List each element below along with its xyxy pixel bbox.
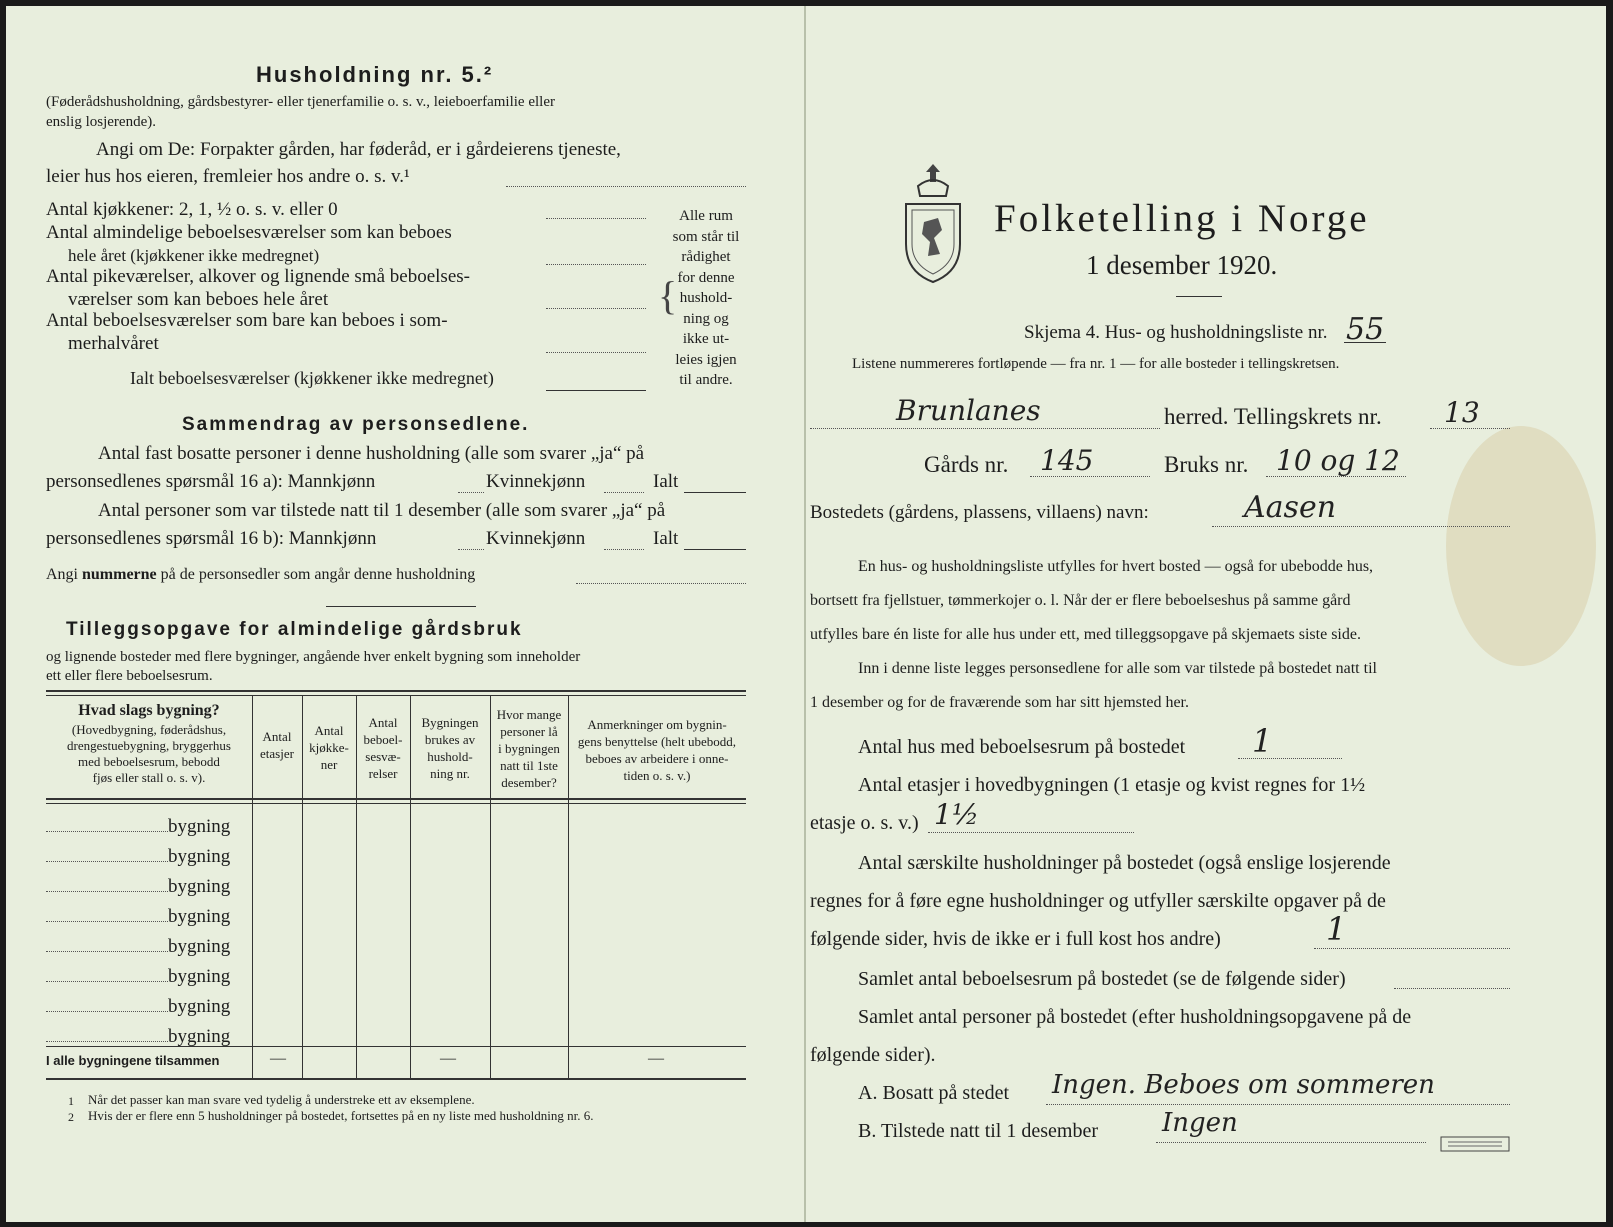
table-row: bygning (46, 902, 252, 932)
hush-line-3: følgende sider, hvis de ikke er i full kost hos andre) (810, 928, 1221, 950)
fast-ialt-answer (684, 492, 746, 493)
para1-line-1: En hus- og husholdningsliste utfylles for hvert bosted — også for ubebodde hus, (858, 558, 1374, 575)
table-row: bygning (46, 872, 252, 902)
samlet-rum-line (1394, 988, 1510, 989)
tilst-ialt-answer (684, 549, 746, 550)
para1-line-3: utfylles bare én liste for alle hus under ett, med tilleggsopgave på skjemaets siste side. (810, 626, 1361, 643)
etasjer-line-1: Antal etasjer i hovedbygningen (1 etasje og kvist regnes for 1½ (858, 774, 1366, 796)
tilst-kvinne-label: Kvinnekjønn (486, 528, 586, 549)
tillegg-title: Tilleggsopgave for almindelige gårdsbruk (66, 619, 523, 640)
ialt-rooms-label: Ialt beboelsesværelser (kjøkkener ikke medregnet) (130, 368, 494, 388)
sommer-answer (546, 352, 646, 353)
herred-value: Brunlanes (896, 394, 1041, 427)
form-title: Folketelling i Norge (994, 197, 1370, 240)
col-kjokkener: Antal kjøkke- ner (309, 723, 349, 772)
tilst-ialt-label: Ialt (653, 528, 679, 549)
hus-line (1238, 758, 1342, 759)
tilstede-line (1156, 1142, 1426, 1143)
hus-value: 1 (1252, 722, 1273, 760)
para2-line-2: 1 desember og for de fraværende som har sitt hjemsted her. (810, 694, 1189, 711)
bruks-nr-value: 10 og 12 (1276, 444, 1400, 477)
col-brukes: Bygningen brukes av hushold- ning nr. (421, 715, 479, 781)
brace-symbol: { (658, 273, 678, 318)
hush-value: 1 (1326, 910, 1347, 948)
angi-answer-line (506, 186, 746, 187)
krets-nr-line (1430, 428, 1510, 429)
bosted-line (1212, 526, 1510, 527)
household-subtitle-2: enslig losjerende). (46, 114, 156, 130)
tilstede-label: B. Tilstede natt til 1 desember (858, 1120, 1098, 1142)
table-row: bygning (46, 932, 252, 962)
kjokkener-label: Antal kjøkkener: 2, 1, ½ o. s. v. eller 0 (46, 199, 338, 220)
para2-line-1: Inn i denne liste legges personsedlene for alle som var tilstede på bostedet natt til (858, 660, 1377, 677)
form-date: 1 desember 1920. (1086, 250, 1278, 280)
brace-note: Alle rum som står til rådighet for denne hushold- ning og ikke ut- leies igjen til andre. (672, 208, 740, 388)
tilst-mann-answer (458, 549, 484, 550)
left-page (6, 6, 806, 1222)
etasjer-value: 1½ (934, 798, 979, 831)
kjokkener-answer (546, 218, 646, 219)
skjema-nr-line (1344, 342, 1386, 343)
tilst-kvinne-answer (604, 549, 644, 550)
col-vaerelser: Antal beboel- sesvæ- relser (363, 715, 403, 781)
right-page (806, 6, 1606, 1222)
bosatt-label: A. Bosatt på stedet (858, 1082, 1010, 1104)
hus-label: Antal hus med beboelsesrum på bostedet (858, 736, 1186, 758)
section-divider (326, 606, 476, 607)
hush-line-1: Antal særskilte husholdninger på bostedet (også enslige losjerende (858, 852, 1391, 874)
samlet-rum-label: Samlet antal beboelsesrum på bostedet (se de følgende sider) (858, 968, 1346, 990)
col-hvad-title: Hvad slags bygning? (78, 702, 220, 719)
gards-label: Gårds nr. (924, 452, 1009, 477)
bruks-nr-line (1266, 476, 1406, 477)
household-title: Husholdning nr. 5.² (256, 62, 494, 87)
sommer-label-1: Antal beboelsesværelser som bare kan beboes i som- (46, 310, 448, 331)
bruks-label: Bruks nr. (1164, 452, 1249, 477)
col-etasjer: Antal etasjer (260, 729, 294, 761)
col-anmerkninger: Anmerkninger om bygnin- gens benyttelse (helt ubebodd, beboes av arbeidere i onne- tiden o. s. v.) (577, 717, 737, 783)
gards-nr-value: 145 (1040, 444, 1094, 477)
title-divider (1176, 296, 1222, 297)
tillegg-intro-1: og lignende bosteder med flere bygninger, angående hver enkelt bygning som inneholder (46, 649, 581, 665)
krets-nr-value: 13 (1444, 396, 1480, 429)
herred-label: herred. Tellingskrets nr. (1164, 404, 1382, 429)
total-row-label: I alle bygningene tilsammen (46, 1053, 220, 1068)
fast-ialt-label: Ialt (653, 471, 679, 492)
footnote-1: Når det passer kan man svare ved tydelig å understreke ett av eksemplene. (88, 1092, 475, 1107)
building-rows (46, 812, 252, 1052)
water-stain (1446, 426, 1596, 666)
tilstede-value: Ingen (1162, 1108, 1238, 1138)
tilst-line-1: Antal personer som var tilstede natt til 1 desember (alle som svarer „ja“ på (98, 500, 666, 521)
bosted-value: Aasen (1244, 490, 1337, 525)
alm-label-1: Antal almindelige beboelsesværelser som kan beboes (46, 222, 452, 243)
samlet-pers-line-1: Samlet antal personer på bostedet (efter husholdningsopgavene på de (858, 1006, 1412, 1028)
bosatt-line (1046, 1104, 1510, 1105)
fast-line-1: Antal fast bosatte personer i denne husholdning (alle som svarer „ja“ på (98, 443, 645, 464)
fast-line-2: personsedlenes spørsmål 16 a): Mannkjønn (46, 471, 376, 492)
total-dash-anm: — (648, 1050, 664, 1067)
skjema-label: Skjema 4. Hus- og husholdningsliste nr. (1024, 322, 1328, 343)
para1-line-2: bortsett fra fjellstuer, tømmerkojer o. l. Når der er flere beboelseshus på samme gård (810, 592, 1351, 609)
table-row: bygning (46, 992, 252, 1022)
etasjer-line-2: etasje o. s. v.) (810, 812, 919, 834)
coat-of-arms-icon (898, 164, 968, 286)
fast-kvinne-label: Kvinnekjønn (486, 471, 586, 492)
samlet-pers-line-2: følgende sider). (810, 1044, 936, 1066)
pike-label-2: værelser som kan beboes hele året (68, 289, 329, 310)
table-header-rule-2 (46, 803, 746, 804)
table-top-rule-2 (46, 695, 746, 696)
alm-label-2: hele året (kjøkkener ikke medregnet) (68, 246, 320, 265)
footnote-2-marker: 2 (68, 1110, 74, 1124)
table-top-rule (46, 690, 746, 692)
hush-answer-line (1314, 948, 1510, 949)
fast-kvinne-answer (604, 492, 644, 493)
bosted-label: Bostedets (gårdens, plassens, villaens) navn: (810, 502, 1149, 523)
footnote-2: Hvis der er flere enn 5 husholdninger på bostedet, fortsettes på en ny liste med husholdning nr. 6. (88, 1108, 594, 1123)
table-row: bygning (46, 1022, 252, 1052)
tilst-line-2: personsedlenes spørsmål 16 b): Mannkjønn (46, 528, 377, 549)
bosatt-value: Ingen. Beboes om sommeren (1052, 1070, 1435, 1100)
total-dash-brukes: — (440, 1050, 456, 1067)
table-row: bygning (46, 842, 252, 872)
total-dash-etasjer: — (270, 1050, 286, 1067)
angi-line-2: leier hus hos eieren, fremleier hos andre o. s. v.¹ (46, 166, 410, 187)
skjema-nr-value: 55 (1346, 312, 1385, 347)
table-header-rule (46, 798, 746, 800)
ialt-rooms-answer (546, 390, 646, 391)
table-bottom-rule (46, 1078, 746, 1080)
sommer-label-2: merhalvåret (68, 333, 159, 354)
sammendrag-title: Sammendrag av personsedlene. (182, 414, 530, 435)
printer-stamp-icon (1440, 1136, 1510, 1152)
herred-line (810, 428, 1160, 429)
alm-answer (546, 264, 646, 265)
pike-label-1: Antal pikeværelser, alkover og lignende små beboelses- (46, 266, 470, 287)
etasjer-answer-line (928, 832, 1134, 833)
pike-answer (546, 308, 646, 309)
listene-note: Listene nummereres fortløpende — fra nr. 1 — for alle bosteder i tellingskretsen. (852, 356, 1340, 372)
hush-line-2: regnes for å føre egne husholdninger og utfyller særskilte opgaver på de (810, 890, 1386, 912)
gards-nr-line (1030, 476, 1150, 477)
col-hvad-sub: (Hovedbygning, føderådshus, drengestuebygning, bryggerhus med beboelsesrum, bebodd fjøs eller stall o. s. v). (67, 722, 231, 785)
angi-nummerne-line: Angi nummerne på de personsedler som angår denne husholdning (46, 566, 476, 583)
tillegg-intro-2: ett eller flere beboelsesrum. (46, 668, 213, 684)
angi-nummerne-answer (576, 583, 746, 584)
angi-line-1: Angi om De: Forpakter gården, har føderåd, er i gårdeierens tjeneste, (96, 139, 621, 160)
fast-mann-answer (458, 492, 484, 493)
footnote-1-marker: 1 (68, 1094, 74, 1108)
table-row: bygning (46, 812, 252, 842)
table-row: bygning (46, 962, 252, 992)
col-personer: Hvor mange personer lå i bygningen natt til 1ste desember? (496, 707, 562, 790)
household-subtitle-1: (Føderådshusholdning, gårdsbestyrer- eller tjenerfamilie o. s. v., leieboerfamilie eller (46, 94, 555, 110)
